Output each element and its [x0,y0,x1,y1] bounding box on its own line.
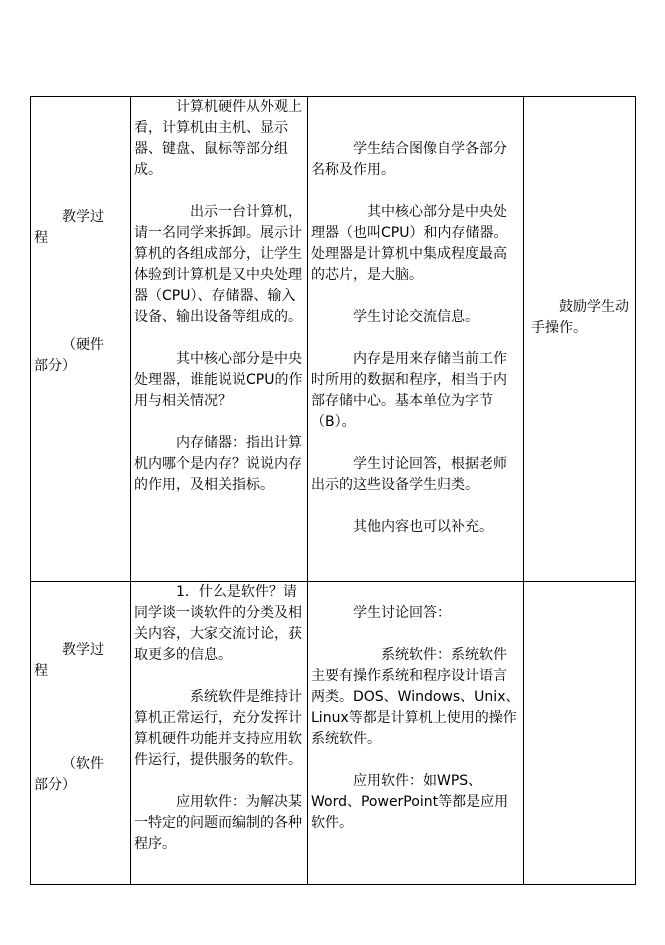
paragraph: 其中核心部分是中央处理器（也叫CPU）和内存储器。处理器是计算机中集成程度最高的芯片，是大脑。 [311,204,508,283]
paragraph: 计算机硬件从外观上看，计算机由主机、显示器、键盘、鼠标等部分组成。 [134,99,302,178]
section-label-line: 程 [34,230,48,246]
paragraph: 学生讨论回答： [353,605,451,621]
paragraph: 学生讨论回答，根据老师出示的这些设备学生归类。 [311,456,507,493]
paragraph: 应用软件：如WPS、Word、PowerPoint等都是应用软件。 [311,773,509,831]
section-label-line: 程 [34,663,48,679]
paragraph: 内存是用来存储当前工作时所用的数据和程序，相当于内部存储中心。基本单位为字节（B）。 [311,351,507,430]
section-label-line: 教学过 [62,209,104,225]
section-label-cell [31,582,131,885]
paragraph: 系统软件：系统软件主要有操作系统和程序设计语言两类。DOS、Windows、Unix、Linux等都是计算机上使用的操作系统软件。 [311,647,520,747]
section-label-line: （硬件 [62,337,104,353]
paragraph: 其中核心部分是中央处理器，谁能说说CPU的作用与相关情况？ [134,351,303,409]
paragraph: 1．什么是软件？请同学谈一谈软件的分类及相关内容，大家交流讨论，获取更多的信息。 [134,584,302,663]
section-label-cell [31,97,131,582]
lesson-plan-table [30,96,636,885]
section-label-line: 部分） [34,358,76,374]
teacher-activity-cell [131,582,308,885]
section-label-line: 部分） [34,777,76,793]
table-row-software [31,582,636,885]
note-cell [524,582,636,885]
student-activity-cell [308,582,524,885]
section-label-line: 教学过 [62,642,104,658]
table-row-hardware [31,97,636,582]
paragraph: 出示一台计算机，请一名同学来拆卸。展示计算机的各组成部分，让学生体验到计算机是又中央处理器（CPU）、存储器、输入设备、输出设备等组成的。 [134,204,302,325]
teacher-activity-cell [131,97,308,582]
section-label-line: （软件 [62,756,104,772]
encouragement-note: 鼓励学生动手操作。 [531,299,629,336]
student-activity-cell [308,97,524,582]
paragraph: 内存储器：指出计算机内哪个是内存？说说内存的作用，及相关指标。 [134,435,302,493]
paragraph: 系统软件是维持计算机正常运行，充分发挥计算机硬件功能并支持应用软件运行，提供服务的软件。 [134,689,302,768]
paragraph: 应用软件：为解决某一特定的问题而编制的各种程序。 [134,794,302,852]
paragraph: 学生结合图像自学各部分名称及作用。 [311,141,507,178]
paragraph: 学生讨论交流信息。 [353,309,479,325]
note-cell [524,97,636,582]
paragraph: 其他内容也可以补充。 [353,519,493,535]
